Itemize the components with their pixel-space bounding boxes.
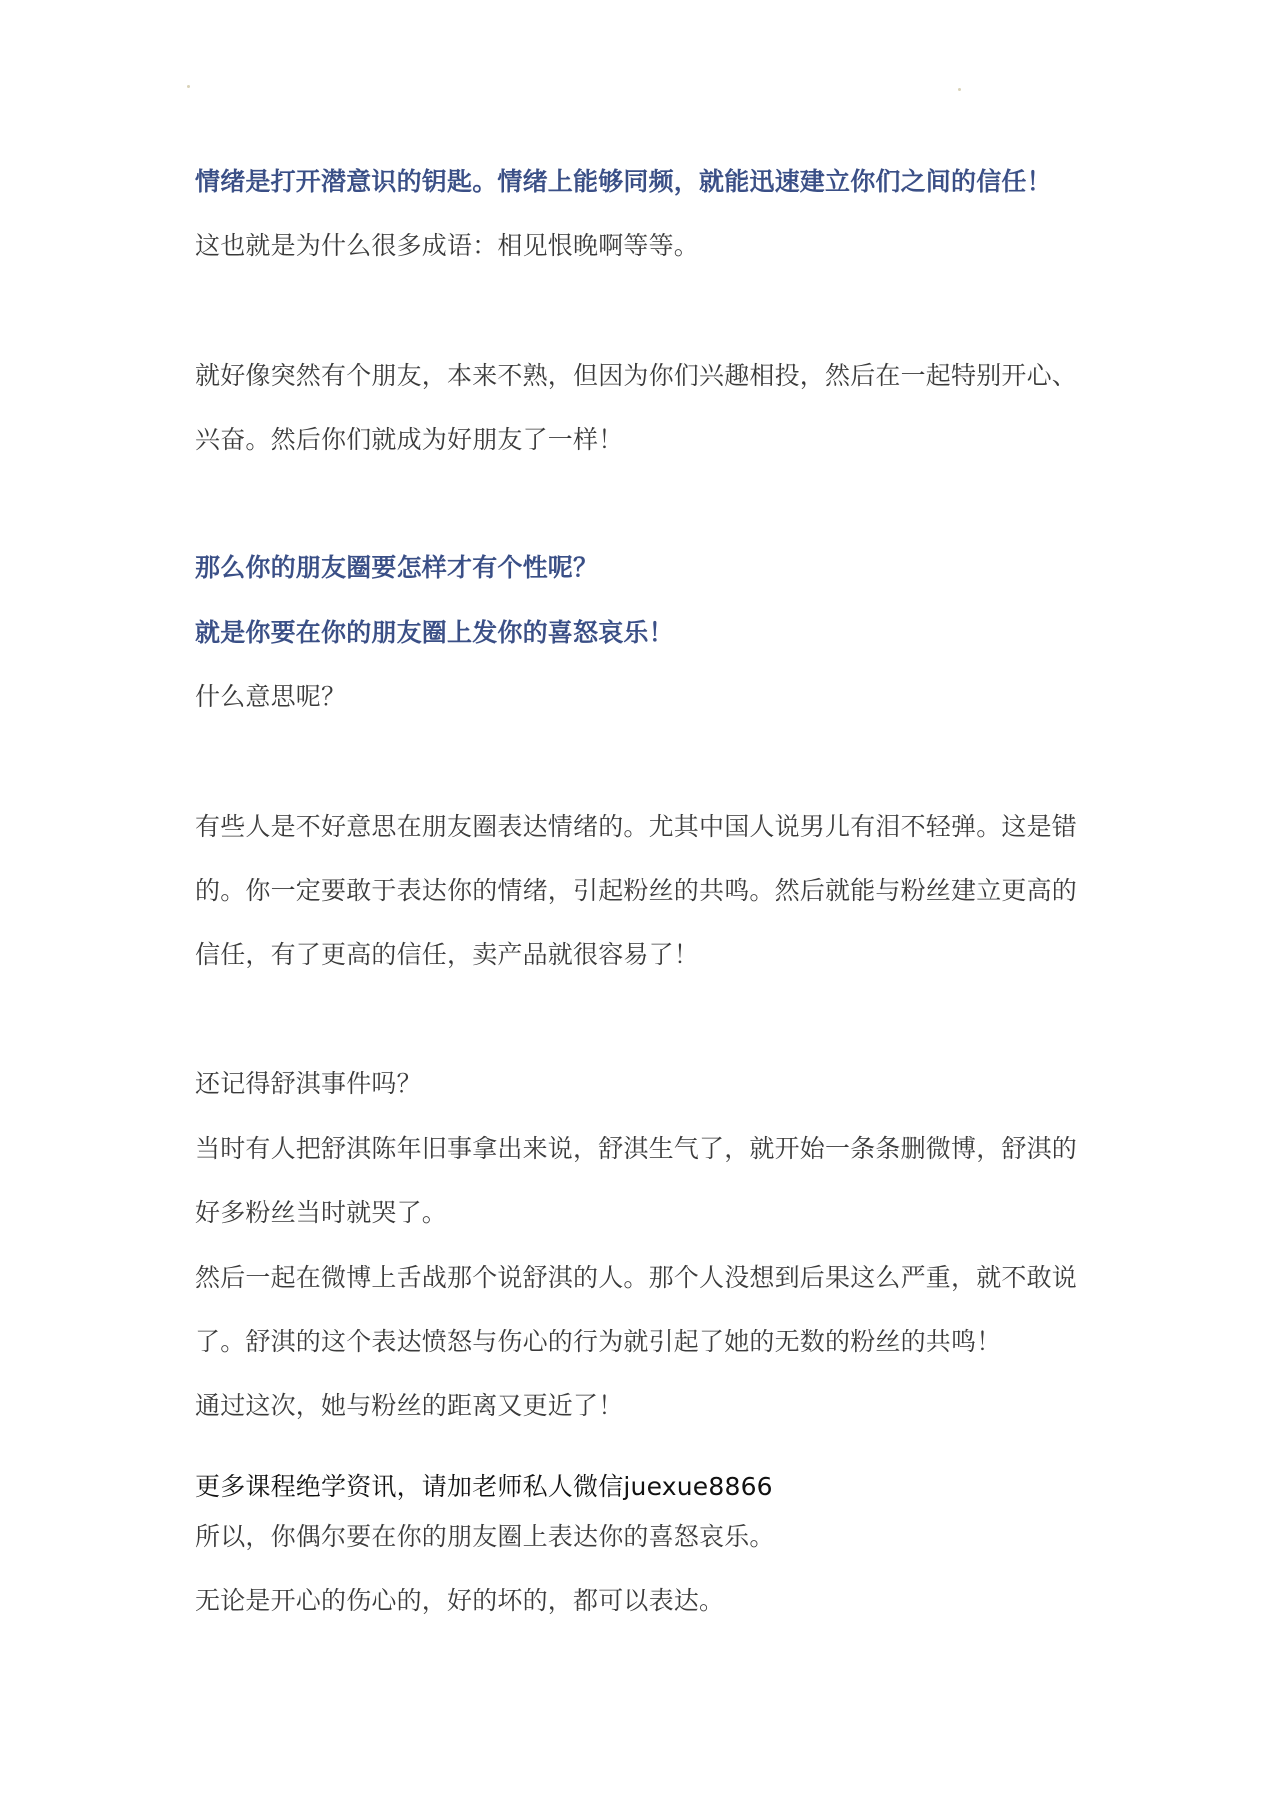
paragraph-line: 无论是开心的伤心的，好的坏的，都可以表达。 [195,1586,725,1615]
paragraph-line: 就好像突然有个朋友，本来不熟，但因为你们兴趣相投，然后在一起特别开心、 [195,361,1078,390]
paragraph-line: 信任，有了更高的信任，卖产品就很容易了！ [195,940,700,969]
emphasis-line-question: 那么你的朋友圈要怎样才有个性呢？ [195,553,599,582]
paragraph-line: 然后一起在微博上舌战那个说舒淇的人。那个人没想到后果这么严重，就不敢说 [195,1263,1078,1292]
paragraph-line: 当时有人把舒淇陈年旧事拿出来说，舒淇生气了，就开始一条条删微博，舒淇的 [195,1134,1078,1163]
emphasis-line-answer: 就是你要在你的朋友圈上发你的喜怒哀乐！ [195,618,674,647]
paragraph-line: 所以，你偶尔要在你的朋友圈上表达你的喜怒哀乐。 [195,1522,775,1551]
paragraph-line: 兴奋。然后你们就成为好朋友了一样！ [195,425,624,454]
contact-note: 更多课程绝学资讯，请加老师私人微信juexue8866 [195,1472,773,1501]
emphasis-line-emotion-key: 情绪是打开潜意识的钥匙。情绪上能够同频，就能迅速建立你们之间的信任！ [195,167,1052,196]
paragraph-line: 还记得舒淇事件吗？ [195,1069,422,1098]
scan-speck [187,85,190,88]
paragraph-line: 什么意思呢？ [195,682,347,711]
scan-speck [958,88,961,91]
paragraph-line: 有些人是不好意思在朋友圈表达情绪的。尤其中国人说男儿有泪不轻弹。这是错 [195,812,1078,841]
paragraph-line: 了。舒淇的这个表达愤怒与伤心的行为就引起了她的无数的粉丝的共鸣！ [195,1327,1002,1356]
paragraph-line: 的。你一定要敢于表达你的情绪，引起粉丝的共鸣。然后就能与粉丝建立更高的 [195,876,1078,905]
paragraph-line: 这也就是为什么很多成语：相见恨晚啊等等。 [195,231,700,260]
paragraph-line: 好多粉丝当时就哭了。 [195,1198,448,1227]
paragraph-line: 通过这次，她与粉丝的距离又更近了！ [195,1391,624,1420]
